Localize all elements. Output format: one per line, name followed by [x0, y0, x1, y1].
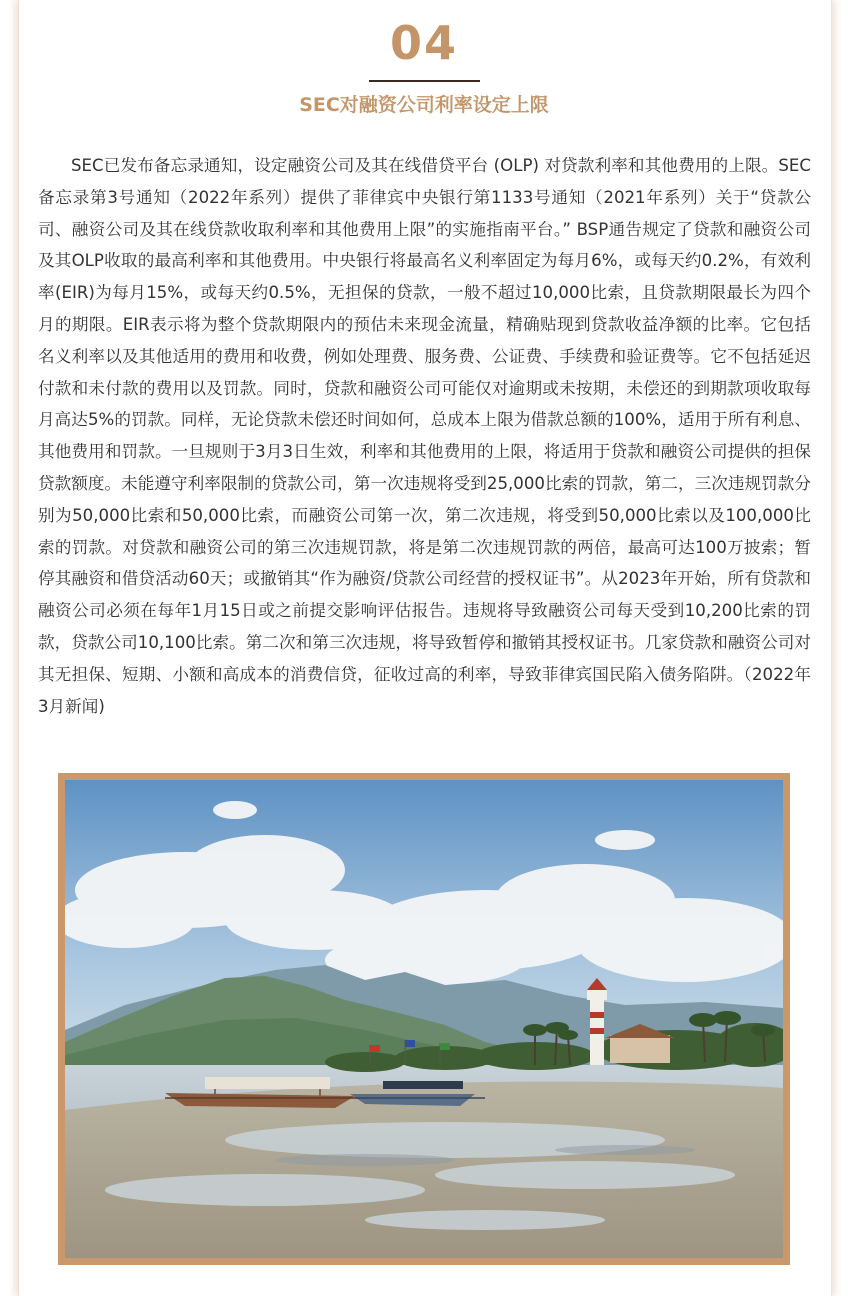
section-title: SEC对融资公司利率设定上限 [299, 94, 549, 116]
title-divider [369, 80, 480, 82]
section-number: 04 [389, 16, 458, 70]
article-paragraph: SEC已发布备忘录通知，设定融资公司及其在线借贷平台 (OLP) 对贷款利率和其他费用的上限。SEC备忘录第3号通知（2022年系列）提供了菲律宾中央银行第1133号通知（2021年系列）关于“贷款公司、融资公司及其在线贷款收取利率和其他费用上限”的实施指南平台。” BSP通告规定了贷款和融资公司及其OLP收取的最高利率和其他费用。中央银行将最高名义利率固定为每月6%，或每天约0.2%，有效利率(EIR)为每月15%，或每天约0.5%，无担保的贷款，一般不超过10,000比索，且贷款期限最长为四个月的期限。EIR表示将为整个贷款期限内的预估未来现金流量，精确贴现到贷款收益净额的比率。它包括名义利率以及其他适用的费用和收费，例如处理费、服务费、公证费、手续费和验证费等。它不包括延迟付款和未付款的费用以及罚款。同时，贷款和融资公司可能仅对逾期或未按期，未偿还的到期款项收取每月高达5%的罚款。同样，无论贷款未偿还时间如何，总成本上限为借款总额的100%，适用于所有利息、其他费用和罚款。一旦规则于3月3日生效，利率和其他费用的上限，将适用于贷款和融资公司提供的担保贷款额度。未能遵守利率限制的贷款公司，第一次违规将受到25,000比索的罚款，第二，三次违规罚款分别为50,000比索和50,000比索，而融资公司第一次，第二次违规，将受到50,000比索以及100,000比索的罚款。对贷款和融资公司的第三次违规罚款，将是第二次违规罚款的两倍，最高可达100万披索；暂停其融资和借贷活动60天；或撤销其“作为融资/贷款公司经营的授权证书”。从2023年开始，所有贷款和融资公司必须在每年1月15日或之前提交影响评估报告。违规将导致融资公司每天受到10,200比索的罚款，贷款公司10,100比索。第二次和第三次违规，将导致暂停和撤销其授权证书。几家贷款和融资公司对其无担保、短期、小额和高成本的消费信贷，征收过高的利率，导致菲律宾国民陷入债务陷阱。（2022年3月新闻) [38, 156, 811, 716]
beach-lighthouse-photo [65, 780, 783, 1258]
photo-frame [58, 773, 790, 1265]
